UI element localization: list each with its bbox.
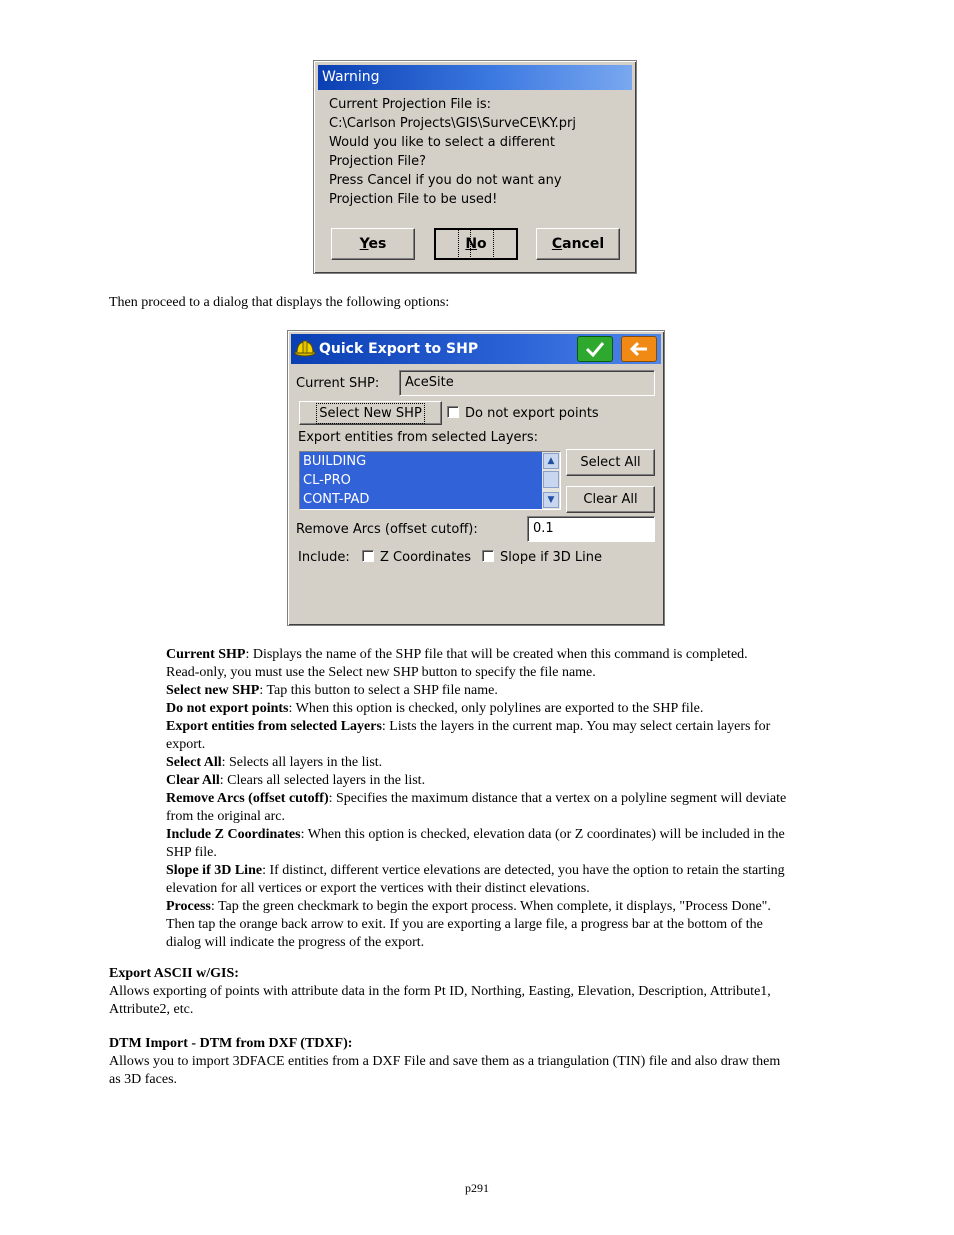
intro-text: Then proceed to a dialog that displays the following options: — [109, 295, 450, 310]
cancel-accelerator: C — [551, 236, 563, 252]
description-term: Remove Arcs (offset cutoff) — [166, 791, 329, 806]
description-item — [166, 682, 856, 700]
section-text: as 3D faces. — [109, 1072, 178, 1087]
no-label-rest: o — [477, 236, 487, 252]
no-button-label — [465, 236, 486, 252]
ok-checkmark-button[interactable] — [577, 336, 613, 362]
yes-button[interactable] — [331, 228, 415, 260]
layers-list-items — [300, 452, 543, 509]
select-new-shp-label: Select New SHP — [319, 405, 422, 421]
quick-export-title-bar — [291, 334, 661, 364]
description-text: : Lists the layers in the current map. You may select certain layers for — [381, 719, 771, 734]
description-text: : Tap this button to select a SHP file name. — [259, 683, 498, 698]
list-item[interactable]: BUILDING — [303, 454, 367, 469]
hardhat-icon — [294, 338, 316, 360]
description-term: Slope if 3D Line — [166, 863, 263, 878]
yes-accelerator: Y — [359, 236, 369, 252]
description-text: : Selects all layers in the list. — [221, 755, 383, 770]
section-text: Allows you to import 3DFACE entities from a DXF File and save them as a triangulation (TIN) file and also draw them — [109, 1054, 781, 1069]
scroll-up-icon[interactable]: ▲ — [543, 453, 559, 469]
description-term: Export entities from selected Layers — [166, 719, 382, 734]
description-text: from the original arc. — [166, 809, 285, 824]
warning-dialog-title: Warning — [318, 65, 632, 90]
yes-label-rest: es — [368, 236, 387, 252]
warning-message-line: Current Projection File is: — [329, 97, 492, 112]
section-dtm-import — [109, 1035, 869, 1089]
description-item — [166, 646, 856, 682]
section-export-ascii — [109, 965, 869, 1019]
quick-export-title: Quick Export to SHP — [319, 341, 479, 357]
description-text: Read-only, you must use the Select new SHP button to specify the file name. — [166, 665, 596, 680]
no-button[interactable] — [434, 228, 518, 260]
yes-button-label — [360, 236, 387, 252]
description-text: : When this option is checked, elevation data (or Z coordinates) will be included in the — [300, 827, 785, 842]
quick-export-dialog — [287, 330, 665, 626]
no-accelerator: N — [465, 236, 478, 252]
description-text: : If distinct, different vertice elevations are detected, you have the option to retain the starting — [262, 863, 785, 878]
warning-dialog — [313, 60, 637, 274]
warning-message-line: Projection File? — [329, 154, 427, 169]
section-text: Attribute2, etc. — [109, 1002, 194, 1017]
scroll-down-icon[interactable]: ▼ — [543, 492, 559, 508]
description-item — [166, 772, 856, 790]
description-text: : Clears all selected layers in the list. — [219, 773, 426, 788]
list-item[interactable]: CONT-PAD — [303, 492, 370, 507]
do-not-export-points-checkbox[interactable] — [447, 406, 459, 418]
checkmark-icon — [584, 340, 606, 358]
description-term: Current SHP — [166, 647, 246, 662]
description-text: export. — [166, 737, 206, 752]
description-text: : When this option is checked, only polylines are exported to the SHP file. — [288, 701, 704, 716]
clear-all-button[interactable]: Clear All — [566, 486, 655, 513]
slope-3d-line-label: Slope if 3D Line — [500, 550, 603, 565]
z-coordinates-label: Z Coordinates — [380, 550, 472, 565]
cancel-label-rest: ancel — [562, 236, 605, 252]
description-term: Select All — [166, 755, 222, 770]
description-item — [166, 718, 856, 754]
description-text: SHP file. — [166, 845, 217, 860]
description-text: : Specifies the maximum distance that a vertex on a polyline segment will deviate — [328, 791, 787, 806]
scroll-thumb[interactable] — [543, 471, 559, 488]
description-text: : Tap the green checkmark to begin the export process. When complete, it displays, "Process Done". — [210, 899, 771, 914]
description-term: Include Z Coordinates — [166, 827, 301, 842]
warning-message-line: C:\Carlson Projects\GIS\SurveCE\KY.prj — [329, 116, 577, 131]
description-text: Then tap the orange back arrow to exit. If you are exporting a large file, a progress bar at the bottom of the — [166, 917, 763, 932]
cancel-button[interactable] — [536, 228, 620, 260]
cancel-button-label — [552, 236, 604, 252]
description-text: elevation for all vertices or export the vertices with their distinct elevations. — [166, 881, 590, 896]
list-item[interactable]: CL-PRO — [303, 473, 351, 488]
back-arrow-button[interactable] — [621, 336, 657, 362]
layers-scrollbar[interactable] — [542, 452, 560, 509]
page-number: p291 — [465, 1181, 489, 1195]
description-item — [166, 826, 856, 862]
back-arrow-icon — [628, 340, 650, 358]
warning-message-line: Would you like to select a different — [329, 135, 555, 150]
section-heading: Export ASCII w/GIS: — [109, 966, 239, 981]
layers-label: Export entities from selected Layers: — [298, 430, 539, 445]
warning-message-line: Projection File to be used! — [329, 192, 498, 207]
remove-arcs-label: Remove Arcs (offset cutoff): — [296, 522, 478, 537]
include-label: Include: — [298, 550, 350, 565]
description-term: Do not export points — [166, 701, 289, 716]
description-item — [166, 790, 856, 826]
section-heading: DTM Import - DTM from DXF (TDXF): — [109, 1036, 353, 1051]
current-shp-field: AceSite — [399, 370, 655, 396]
description-text: : Displays the name of the SHP file that will be created when this command is completed. — [245, 647, 748, 662]
description-text: dialog will indicate the progress of the export. — [166, 935, 425, 950]
remove-arcs-input[interactable]: 0.1 — [527, 516, 655, 542]
do-not-export-points-label: Do not export points — [465, 406, 599, 421]
layers-list[interactable] — [299, 451, 561, 510]
description-item — [166, 754, 856, 772]
z-coordinates-checkbox[interactable] — [362, 550, 374, 562]
description-term: Clear All — [166, 773, 220, 788]
slope-3d-line-checkbox[interactable] — [482, 550, 494, 562]
current-shp-label: Current SHP: — [296, 376, 380, 391]
warning-message — [329, 95, 629, 209]
description-item — [166, 700, 856, 718]
description-term: Process — [166, 899, 211, 914]
description-item — [166, 898, 856, 952]
description-term: Select new SHP — [166, 683, 260, 698]
select-new-shp-button[interactable] — [299, 401, 442, 425]
section-text: Allows exporting of points with attribute data in the form Pt ID, Northing, Easting, Elevation, Description, Attribute1, — [109, 984, 771, 999]
descriptions — [166, 646, 856, 952]
description-item — [166, 862, 856, 898]
warning-message-line: Press Cancel if you do not want any — [329, 173, 562, 188]
select-all-button[interactable]: Select All — [566, 449, 655, 476]
